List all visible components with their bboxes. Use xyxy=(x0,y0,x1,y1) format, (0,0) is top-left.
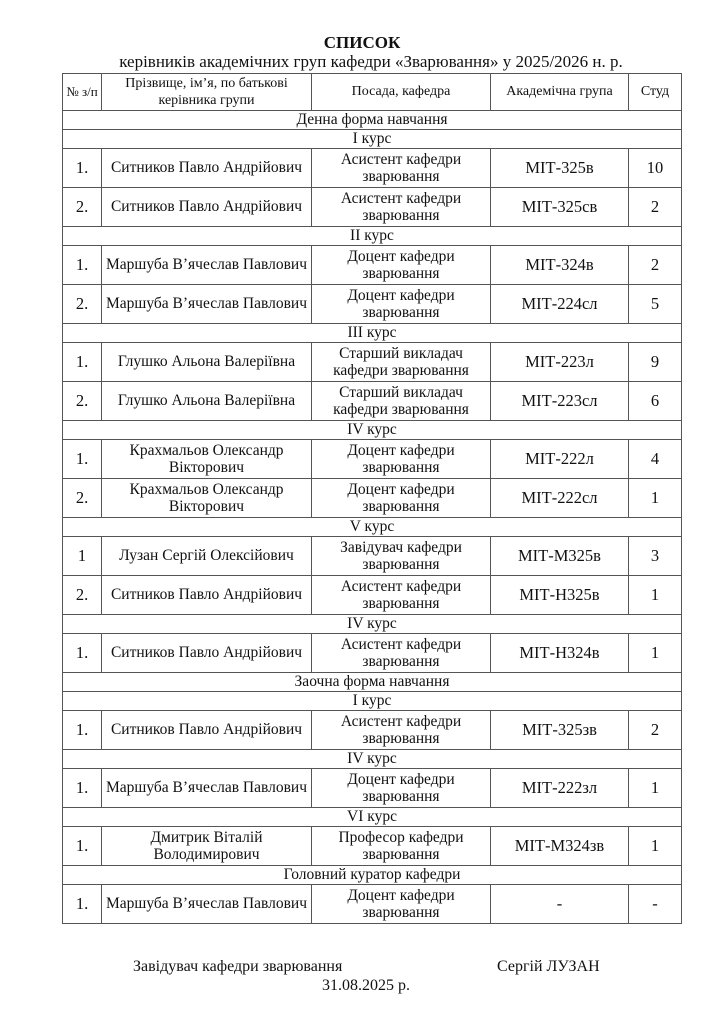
table-row xyxy=(63,382,682,421)
signer-name: Сергій ЛУЗАН xyxy=(497,958,600,975)
section-label: Головний куратор кафедри xyxy=(63,866,682,885)
table-row xyxy=(63,711,682,750)
student-count: 6 xyxy=(629,382,682,421)
table-row xyxy=(63,285,682,324)
position-cell: Асистент кафедри зварювання xyxy=(312,634,491,673)
table-row xyxy=(63,885,682,924)
position-cell: Завідувач кафедри зварювання xyxy=(312,537,491,576)
academic-group: МІТ-324в xyxy=(491,246,629,285)
table-row xyxy=(63,576,682,615)
section-label: V курс xyxy=(63,518,682,537)
document-subtitle: керівників академічних груп кафедри «Зварювання» у 2025/2026 н. р. xyxy=(119,52,623,71)
academic-group: - xyxy=(491,885,629,924)
student-count: 5 xyxy=(629,285,682,324)
student-count: 1 xyxy=(629,479,682,518)
section-row xyxy=(63,615,682,634)
section-label: III курс xyxy=(63,324,682,343)
position-cell: Асистент кафедри зварювання xyxy=(312,576,491,615)
document-title: СПИСОК xyxy=(323,33,401,52)
position-cell: Доцент кафедри зварювання xyxy=(312,479,491,518)
row-number: 1. xyxy=(63,711,102,750)
academic-group: МІТ-325зв xyxy=(491,711,629,750)
table-row xyxy=(63,246,682,285)
academic-group: МІТ-М324зв xyxy=(491,827,629,866)
academic-group: МІТ-325св xyxy=(491,188,629,227)
section-label: VI курс xyxy=(63,808,682,827)
row-number: 1. xyxy=(63,440,102,479)
header-position: Посада, кафедра xyxy=(312,74,491,111)
academic-group: МІТ-223л xyxy=(491,343,629,382)
supervisor-name: Маршуба В’ячеслав Павлович xyxy=(102,885,312,924)
table-body xyxy=(63,111,682,924)
table-row xyxy=(63,827,682,866)
position-cell: Асистент кафедри зварювання xyxy=(312,188,491,227)
section-row xyxy=(63,692,682,711)
row-number: 1. xyxy=(63,634,102,673)
row-number: 1. xyxy=(63,827,102,866)
academic-group: МІТ-222л xyxy=(491,440,629,479)
position-cell: Професор кафедри зварювання xyxy=(312,827,491,866)
supervisor-name: Ситников Павло Андрійович xyxy=(102,634,312,673)
supervisor-name: Лузан Сергій Олексійович xyxy=(102,537,312,576)
section-label: II курс xyxy=(63,227,682,246)
section-row xyxy=(63,673,682,692)
table-row xyxy=(63,634,682,673)
position-cell: Асистент кафедри зварювання xyxy=(312,711,491,750)
section-row xyxy=(63,750,682,769)
supervisor-name: Глушко Альона Валеріївна xyxy=(102,382,312,421)
academic-group: МІТ-222сл xyxy=(491,479,629,518)
table-row xyxy=(63,537,682,576)
header-number: № з/п xyxy=(63,74,102,111)
academic-group: МІТ-Н324в xyxy=(491,634,629,673)
position-cell: Доцент кафедри зварювання xyxy=(312,885,491,924)
supervisor-name: Дмитрик Віталій Володимирович xyxy=(102,827,312,866)
supervisor-name: Ситников Павло Андрійович xyxy=(102,576,312,615)
student-count: 2 xyxy=(629,246,682,285)
academic-group: МІТ-224сл xyxy=(491,285,629,324)
student-count: 2 xyxy=(629,188,682,227)
supervisor-name: Крахмальов Олександр Вікторович xyxy=(102,440,312,479)
table-row xyxy=(63,343,682,382)
header-group: Академічна група xyxy=(491,74,629,111)
section-row xyxy=(63,130,682,149)
student-count: 1 xyxy=(629,576,682,615)
position-cell: Доцент кафедри зварювання xyxy=(312,285,491,324)
academic-group: МІТ-222зл xyxy=(491,769,629,808)
student-count: 3 xyxy=(629,537,682,576)
position-cell: Доцент кафедри зварювання xyxy=(312,246,491,285)
section-label: Денна форма навчання xyxy=(63,111,682,130)
position-cell: Старший викладач кафедри зварювання xyxy=(312,343,491,382)
section-label: IV курс xyxy=(63,615,682,634)
section-label: IV курс xyxy=(63,750,682,769)
section-row xyxy=(63,866,682,885)
supervisor-name: Ситников Павло Андрійович xyxy=(102,149,312,188)
supervisors-table xyxy=(62,73,682,924)
supervisor-name: Маршуба В’ячеслав Павлович xyxy=(102,769,312,808)
header-name: Прізвище, ім’я, по батькові керівника групи xyxy=(102,74,312,111)
document-date: 31.08.2025 р. xyxy=(322,977,410,994)
row-number: 1 xyxy=(63,537,102,576)
table-row xyxy=(63,769,682,808)
supervisor-name: Маршуба В’ячеслав Павлович xyxy=(102,246,312,285)
section-row xyxy=(63,324,682,343)
position-cell: Старший викладач кафедри зварювання xyxy=(312,382,491,421)
row-number: 1. xyxy=(63,246,102,285)
student-count: 10 xyxy=(629,149,682,188)
table-row xyxy=(63,479,682,518)
position-cell: Доцент кафедри зварювання xyxy=(312,440,491,479)
student-count: 1 xyxy=(629,634,682,673)
row-number: 2. xyxy=(63,382,102,421)
section-row xyxy=(63,227,682,246)
row-number: 1. xyxy=(63,769,102,808)
student-count: - xyxy=(629,885,682,924)
signer-title: Завідувач кафедри зварювання xyxy=(133,958,343,975)
position-cell: Доцент кафедри зварювання xyxy=(312,769,491,808)
row-number: 1. xyxy=(63,885,102,924)
row-number: 1. xyxy=(63,343,102,382)
header-students: Студ xyxy=(629,74,682,111)
row-number: 2. xyxy=(63,479,102,518)
section-label: Заочна форма навчання xyxy=(63,673,682,692)
academic-group: МІТ-325в xyxy=(491,149,629,188)
supervisor-name: Крахмальов Олександр Вікторович xyxy=(102,479,312,518)
section-label: I курс xyxy=(63,692,682,711)
section-row xyxy=(63,111,682,130)
student-count: 1 xyxy=(629,827,682,866)
supervisor-name: Ситников Павло Андрійович xyxy=(102,188,312,227)
supervisor-name: Глушко Альона Валеріївна xyxy=(102,343,312,382)
table-row xyxy=(63,440,682,479)
row-number: 2. xyxy=(63,285,102,324)
student-count: 1 xyxy=(629,769,682,808)
table-row xyxy=(63,149,682,188)
section-label: I курс xyxy=(63,130,682,149)
row-number: 1. xyxy=(63,149,102,188)
row-number: 2. xyxy=(63,576,102,615)
student-count: 2 xyxy=(629,711,682,750)
table-row xyxy=(63,188,682,227)
academic-group: МІТ-Н325в xyxy=(491,576,629,615)
academic-group: МІТ-М325в xyxy=(491,537,629,576)
academic-group: МІТ-223сл xyxy=(491,382,629,421)
section-row xyxy=(63,808,682,827)
student-count: 4 xyxy=(629,440,682,479)
section-row xyxy=(63,518,682,537)
section-label: IV курс xyxy=(63,421,682,440)
section-row xyxy=(63,421,682,440)
position-cell: Асистент кафедри зварювання xyxy=(312,149,491,188)
table-header-row xyxy=(63,74,682,111)
supervisor-name: Маршуба В’ячеслав Павлович xyxy=(102,285,312,324)
student-count: 9 xyxy=(629,343,682,382)
supervisor-name: Ситников Павло Андрійович xyxy=(102,711,312,750)
row-number: 2. xyxy=(63,188,102,227)
